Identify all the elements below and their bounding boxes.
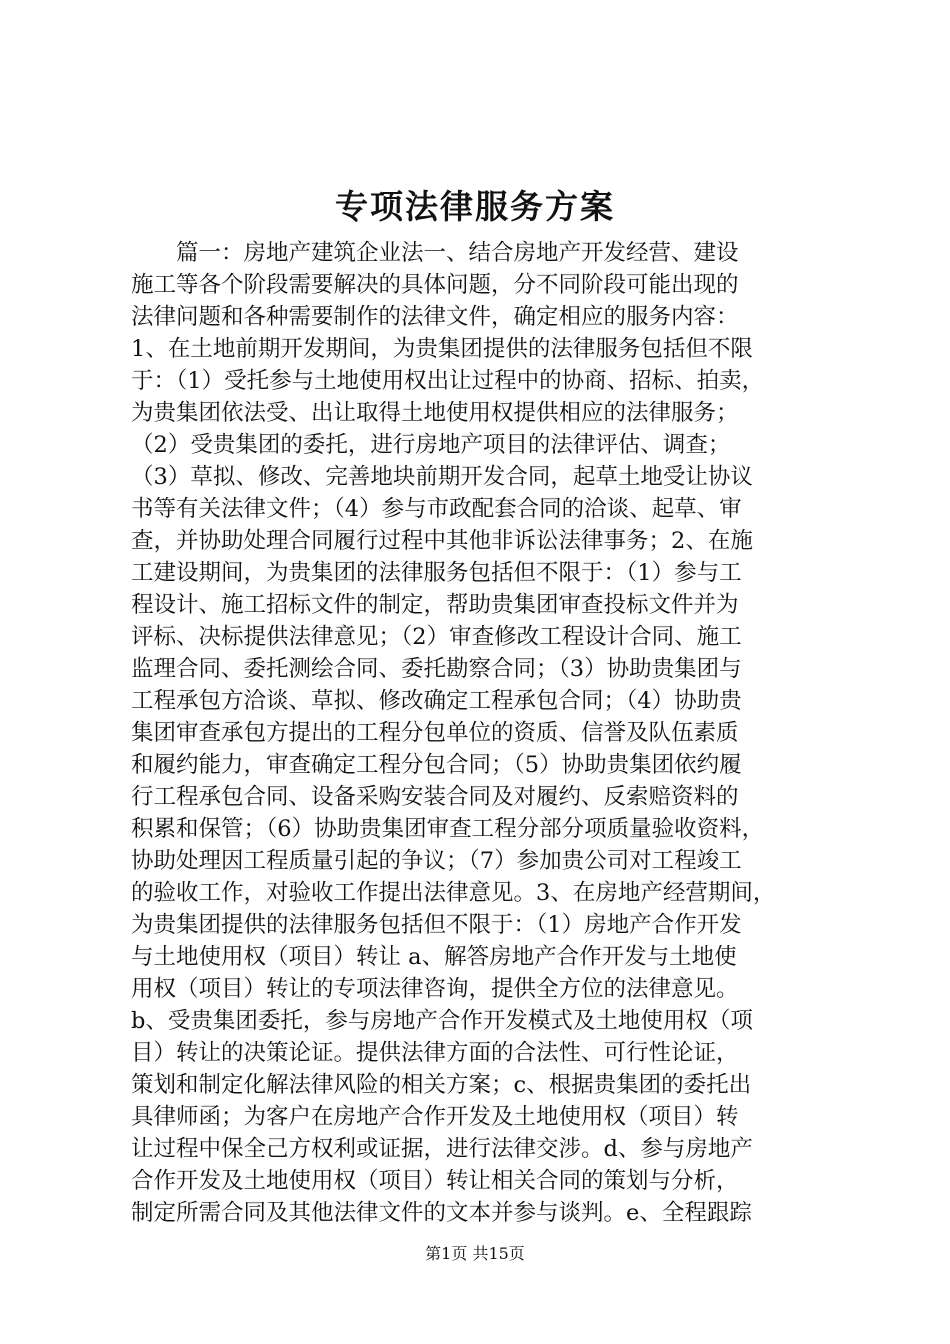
body-line: 查，并协助处理合同履行过程中其他非诉讼法律事务；2、在施 — [131, 528, 753, 554]
body-line: 1、在土地前期开发期间，为贵集团提供的法律服务包括但不限 — [131, 336, 753, 362]
body-line: 评标、决标提供法律意见；（2）审查修改工程设计合同、施工 — [131, 624, 742, 650]
body-line: 于：（1）受托参与土地使用权出让过程中的协商、招标、拍卖， — [131, 368, 765, 394]
body-line: 篇一：房地产建筑企业法一、结合房地产开发经营、建设 — [131, 240, 739, 266]
body-line: 为贵集团提供的法律服务包括但不限于：（1）房地产合作开发 — [131, 912, 742, 938]
body-line: 具律师函；为客户在房地产合作开发及土地使用权（项目）转 — [131, 1104, 739, 1130]
body-line: （3）草拟、修改、完善地块前期开发合同，起草土地受让协议 — [131, 464, 753, 490]
body-line: 监理合同、委托测绘合同、委托勘察合同；（3）协助贵集团与 — [131, 656, 742, 682]
page-number-footer: 第1页 共15页 — [425, 1244, 525, 1263]
body-line: 用权（项目）转让的专项法律咨询，提供全方位的法律意见。 — [131, 976, 739, 1002]
body-line: 法律问题和各种需要制作的法律文件，确定相应的服务内容： — [131, 304, 739, 330]
document-title: 专项法律服务方案 — [335, 187, 615, 226]
document-body — [131, 237, 831, 1229]
body-line: 集团审查承包方提出的工程分包单位的资质、信誉及队伍素质 — [131, 720, 739, 746]
body-line: 和履约能力，审查确定工程分包合同；（5）协助贵集团依约履 — [131, 752, 742, 778]
body-line: （2）受贵集团的委托，进行房地产项目的法律评估、调查； — [131, 432, 731, 458]
body-line: 与土地使用权（项目）转让 a、解答房地产合作开发与土地使 — [131, 944, 737, 970]
body-line: 制定所需合同及其他法律文件的文本并参与谈判。e、全程跟踪 — [131, 1200, 752, 1226]
body-line: 工建设期间，为贵集团的法律服务包括但不限于：（1）参与工 — [131, 560, 742, 586]
body-line: 工程承包方洽谈、草拟、修改确定工程承包合同；（4）协助贵 — [131, 688, 742, 714]
body-line: 行工程承包合同、设备采购安装合同及对履约、反索赔资料的 — [131, 784, 739, 810]
body-line: 让过程中保全己方权利或证据，进行法律交涉。d、参与房地产 — [131, 1136, 753, 1162]
body-line: 积累和保管；（6）协助贵集团审查工程分部分项质量验收资料， — [131, 816, 765, 842]
body-line: 策划和制定化解法律风险的相关方案；c、根据贵集团的委托出 — [131, 1072, 752, 1098]
body-line: 书等有关法律文件；（4）参与市政配套合同的洽谈、起草、审 — [131, 496, 742, 522]
body-line: b、受贵集团委托，参与房地产合作开发模式及土地使用权（项 — [131, 1008, 753, 1034]
body-line: 程设计、施工招标文件的制定，帮助贵集团审查投标文件并为 — [131, 592, 739, 618]
body-line: 施工等各个阶段需要解决的具体问题，分不同阶段可能出现的 — [131, 272, 739, 298]
body-line: 目）转让的决策论证。提供法律方面的合法性、可行性论证， — [131, 1040, 739, 1066]
body-line: 协助处理因工程质量引起的争议；（7）参加贵公司对工程竣工 — [131, 848, 742, 874]
body-line: 为贵集团依法受、出让取得土地使用权提供相应的法律服务； — [131, 400, 739, 426]
body-line: 合作开发及土地使用权（项目）转让相关合同的策划与分析， — [131, 1168, 739, 1194]
body-line: 的验收工作，对验收工作提出法律意见。3、在房地产经营期间， — [131, 880, 776, 906]
